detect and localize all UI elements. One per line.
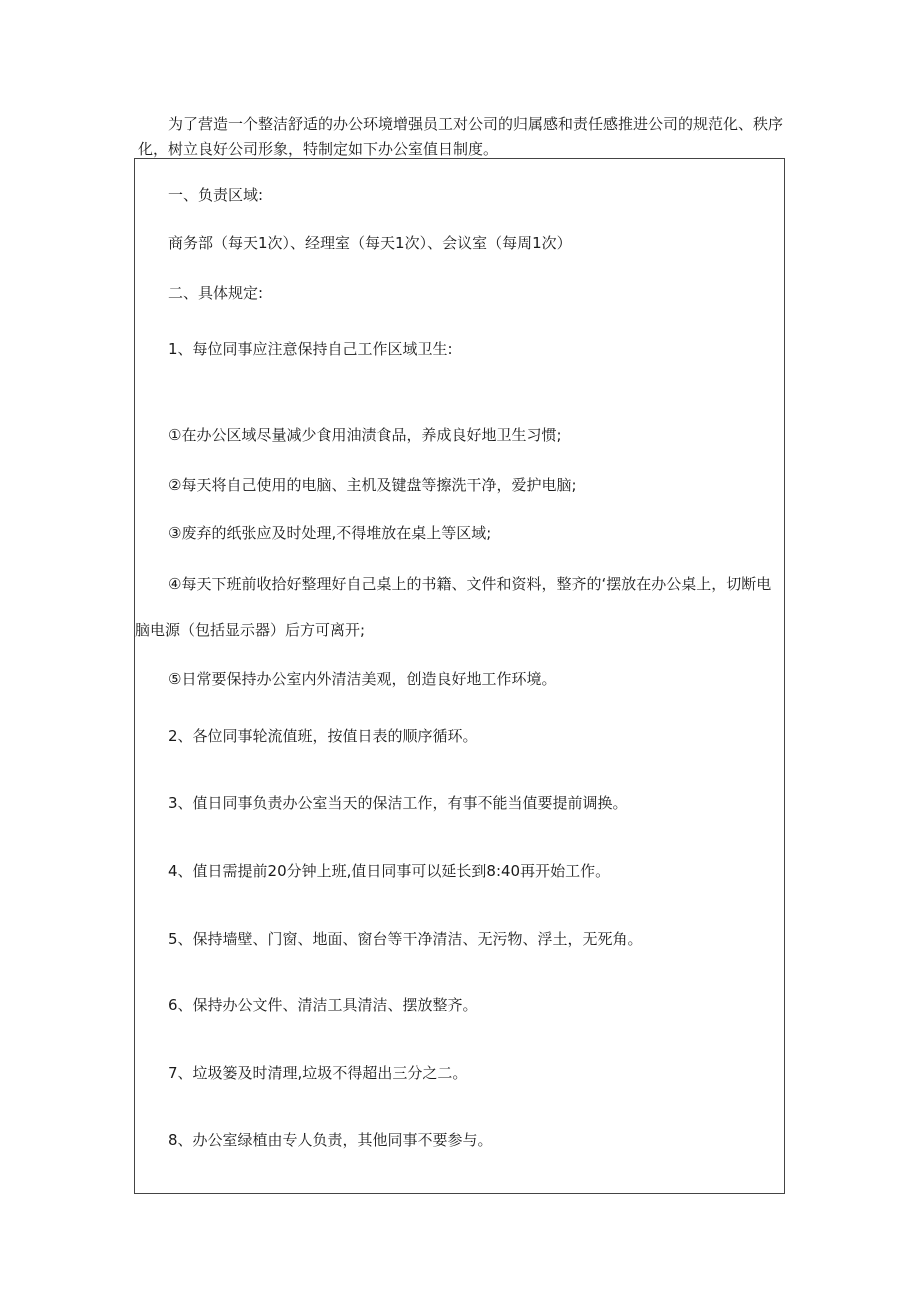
section1-areas: 商务部（每天1次）、经理室（每天1次）、会议室（每周1次） [168,234,572,252]
content-box [134,158,785,1194]
intro-line-1: 为了营造一个整洁舒适的办公环境增强员工对公司的归属感和责任感推进公司的规范化、秩序 [168,115,784,133]
rule-6: 6、保持办公文件、清洁工具清洁、摆放整齐。 [168,996,478,1014]
sub-rule-1: ①在办公区域尽量减少食用油渍食品，养成良好地卫生习惯; [168,426,562,444]
rule-4: 4、值日需提前20分钟上班,值日同事可以延长到8:40再开始工作。 [168,862,611,880]
rule-5: 5、保持墙壁、门窗、地面、窗台等干净清洁、无污物、浮土，无死角。 [168,930,643,948]
section1-heading: 一、负责区域: [168,186,264,204]
section2-heading: 二、具体规定: [168,284,264,302]
sub-rule-3: ③废弃的纸张应及时处理,不得堆放在桌上等区域; [168,524,492,542]
rule-8: 8、办公室绿植由专人负责，其他同事不要参与。 [168,1131,493,1149]
sub-rule-2: ②每天将自己使用的电脑、主机及键盘等擦洗干净，爱护电脑; [168,476,577,494]
sub-rule-5: ⑤日常要保持办公室内外清洁美观，创造良好地工作环境。 [168,670,557,688]
sub-rule-4-line-2: 脑电源（包括显示器）后方可离开; [135,621,366,639]
rule-2: 2、各位同事轮流值班，按值日表的顺序循环。 [168,727,478,745]
intro-line-2: 化，树立良好公司形象，特制定如下办公室值日制度。 [138,140,499,158]
rule-1: 1、每位同事应注意保持自己工作区域卫生: [168,340,453,358]
rule-3: 3、值日同事负责办公室当天的保洁工作，有事不能当值要提前调换。 [168,794,628,812]
sub-rule-4-line-1: ④每天下班前收拾好整理好自己桌上的书籍、文件和资料，整齐的‘摆放在办公桌上，切断电 [168,575,772,593]
rule-7: 7、垃圾篓及时清理,垃圾不得超出三分之二。 [168,1064,468,1082]
